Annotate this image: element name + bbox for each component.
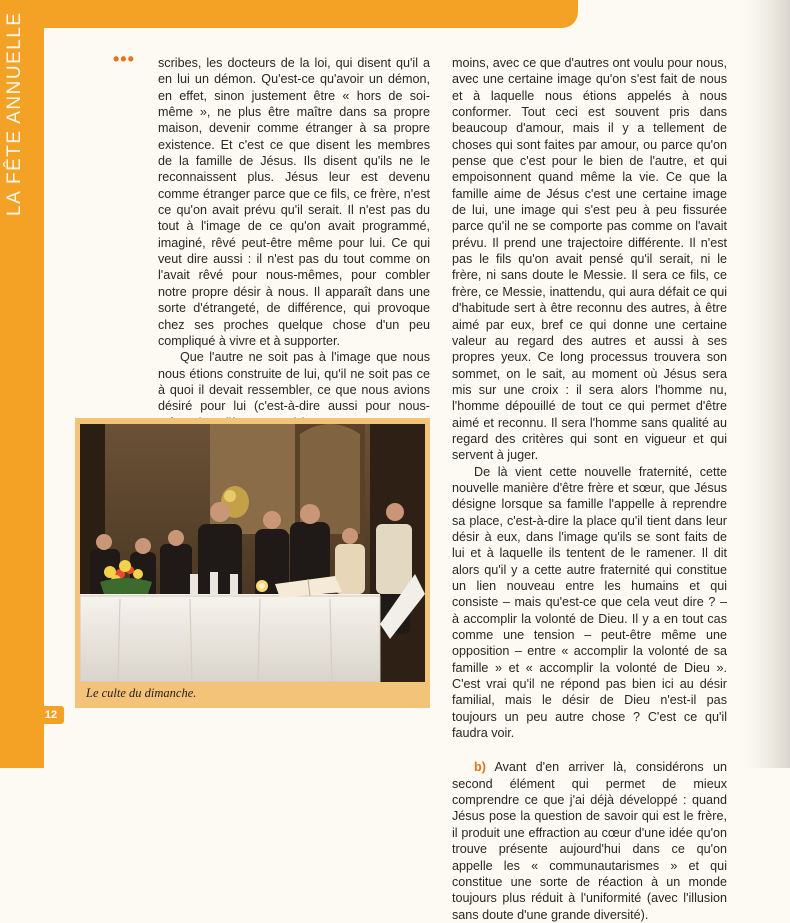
paragraph: De là vient cette nouvelle fraternité, cette nouvelle manière d'être frère et sœur, que Jésus désigne lorsque sa famille l'appelle à reprendre sa place, c'est-à-dire la place qu'il tient dans leur désir à eux, dans l'image qu'ils se sont faits de lui et à laquelle ils tentent de le ramener. Il dit alors qu'il y a cette autre fraternité qui constitue un lien nouveau entre les humains et qui consiste – mais qu'est-ce que cela veut dire ? – à accomplir la volonté de Dieu. Il y a en tout cas comme une tension – peut-être même une opposition – entre « accomplir la volonté de sa famille » et « accomplir la volonté de Dieu ». C'est vrai qu'il ne répond pas bien ici au désir familial, mais le désir de Dieu n'est-il pas toujours un peu autre chose ? C'est ce qu'il faudra voir. [452,464,727,741]
paragraph-text: Avant d'en arriver là, considérons un second élément qui permet de mieux comprendre ce que j'ai déjà développé : quand Jésus pose la question de savoir qui est le frère, il produit une effraction au cœur d'une idée qu'on trouve présente aujourd'hui dans ce qu'on appelle les « communautarismes » et qui constitue une sorte de réaction à un monde toujours plus réduit à l'uniformité (avec l'illusion sans doute d'une grande diversité). [452,760,727,922]
list-marker: b) [474,760,486,775]
photo-caption: Le culte du dimanche. [86,686,197,700]
paragraph: Que l'autre ne soit pas à l'image que nous nous étions construite de lui, qu'il ne soit pas ce à quoi il devait ressembler, ce que nous avions désiré pour lui (c'est-à-dire aussi pour nous- [158,350,430,414]
text-column-right [452,55,727,923]
paragraph: moins, avec ce que d'autres ont voulu pour nous, avec une certaine image qu'on s'est fait de nous et à laquelle nous étions appelés à nous conformer. Tout ceci est souvent pris dans beaucoup d'amour, mais il y a tellement de choses qui sont faites par amour, ou parce qu'on pense que c'est pour le bien de l'autre, et qui empoisonnent quand même la vie. Ce que la famille aime de Jésus c'est une certaine image de lui, une image qui s'est peu à peu fissurée parce qu'il ne se comporte pas comme on l'avait prévu. Il prend une trajectoire différente. Il n'est pas le fils qu'on avait pensé qu'il serait, ni le frère, ni sans doute le Messie. Il sera ce fils, ce frère, ce Messie, inattendu, qui aura défait ce qui d'habitude sert à être reconnu des autres, à être aimé par eux, bref ce qui donne une certaine valeur au regard des autres et aussi à ses propres yeux. Ce long processus trouvera son sommet, on le sait, au moment où Jésus sera mis sur une croix : il sera alors l'homme nu, l'homme dépouillé de tout ce qui permet d'être aimé et reconnu. Il sera l'homme sans qualité au regard des critères qui sont en vigueur et qui servent à juger. [452,56,727,463]
ornament-dots-icon: ••• [113,49,135,69]
binding-shadow [745,0,790,768]
page-number: 12 [44,709,58,721]
paragraph-b [452,759,727,922]
church-service-photo [80,424,425,682]
top-orange-band [0,0,578,28]
paragraph: scribes, les docteurs de la loi, qui disent qu'il a en lui un démon. Qu'est-ce qu'avoir un démon, en effet, sinon justement être « hors de soi-même », ne plus être maître dans sa propre maison, devenir comme étranger à sa propre existence. Et c'est ce que disent les membres de la famille de Jésus. Ils disent qu'ils ne le reconnaissent plus. Jésus leur est devenu comme étranger parce que ce fils, ce frère, n'est ce qu'on avait prévu qu'il serait. Il n'est pas du tout à l'image de ce qu'on avait programmé, imaginé, rêvé peut-être même pour lui. Ce qui veut dire aussi : il n'est pas du tout comme on l'avait rêvé pour nous-mêmes, pour combler notre propre désir à nous. Il apparaît dans une sorte d'étrangeté, de différence, qui provoque chez ses proches quelque chose d'un peu compliqué à vivre et à supporter. [158,56,430,348]
